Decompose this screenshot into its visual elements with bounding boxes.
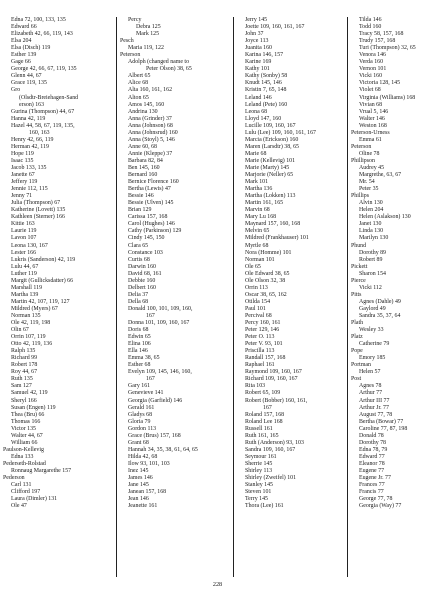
index-entry: Dorothy 78 — [359, 439, 386, 446]
index-entry: David 68, 161 — [128, 270, 162, 277]
index-entry: Inez 145 — [128, 468, 149, 474]
index-surname-heading: Pederseth-Rolstad — [3, 460, 46, 467]
index-entry: Alton 65 — [128, 94, 149, 101]
index-entry: Sherrie 145 — [245, 460, 273, 467]
index-entry: Vicki 112 — [359, 284, 382, 291]
index-entry: Arthur III 77 — [359, 397, 390, 404]
index-entry: Annie (Kleppe) 37 — [128, 150, 173, 157]
index-entry: Richard 99 — [11, 355, 38, 362]
index-entry: Mary Lu 168 — [245, 214, 277, 221]
index-entry: Norman 101 — [245, 256, 275, 263]
index-surname-heading: Pitts — [351, 291, 362, 298]
index-entry: Adolph (changed name to — [128, 59, 190, 66]
index-entry: Randall 157, 168 — [245, 355, 286, 362]
index-entry: Eugene 77 — [359, 468, 385, 474]
index-entry: Emma 61 — [359, 136, 382, 143]
index-entry: Verda 160 — [359, 59, 384, 66]
index-entry: Herman 42, 119 — [11, 143, 49, 150]
index-column-2 — [120, 17, 198, 510]
index-entry: Maria 119, 122 — [128, 45, 164, 52]
index-entry: Sheryl 166 — [11, 397, 37, 404]
index-entry: Robert 89 — [359, 256, 383, 263]
index-entry: Grace (Brus) 157, 168 — [128, 432, 181, 439]
index-entry: Leland (Pete) 160 — [245, 101, 288, 108]
index-entry: Oscar 38, 65, 162 — [245, 291, 287, 298]
index-entry: Kittie 163 — [11, 221, 35, 228]
index-entry: Samuel 42, 119 — [11, 390, 48, 397]
index-entry: James 146 — [128, 475, 153, 482]
index-entry: Martin 161, 165 — [245, 200, 284, 207]
index-entry: Andrina 130 — [128, 108, 158, 115]
index-entry: Esther 68 — [128, 362, 151, 369]
index-entry: Barbara 82, 84 — [128, 157, 163, 164]
index-surname-heading: Pierce — [351, 277, 366, 284]
index-entry: George 77, 78 — [359, 496, 393, 503]
index-entry: Gro — [11, 87, 21, 94]
index-entry: Jeanette 161 — [128, 503, 158, 510]
index-entry: Paul 101 — [245, 305, 266, 312]
index-entry: Eleanor 78 — [359, 460, 385, 467]
index-entry: Sam 127 — [11, 383, 32, 390]
index-entry: Delbert 160 — [128, 284, 156, 291]
index-entry: Nora (Homme) 101 — [245, 249, 292, 256]
column-divider — [116, 17, 117, 577]
index-entry: Hilda 42, 68 — [128, 453, 158, 460]
index-entry: Dorothy 89 — [359, 249, 386, 256]
index-entry: Tilda 146 — [359, 17, 382, 23]
index-entry: Gerald 161 — [128, 404, 155, 411]
page-number: 228 — [212, 581, 223, 588]
index-entry: Weston 168 — [359, 122, 387, 129]
index-entry: Vrual 5, 146 — [359, 108, 389, 115]
index-entry: Alvin 130 — [359, 200, 383, 207]
index-entry: Peter 35 — [359, 186, 379, 193]
index-entry: Gurina (Thompson) 44, 67 — [11, 108, 75, 115]
index-entry: Maren (Larsdtr) 38, 65 — [245, 143, 299, 150]
index-entry: Robert 65, 109 — [245, 390, 281, 397]
index-entry: Marvin 68 — [245, 207, 270, 214]
index-entry: Maynard 157, 160, 168 — [245, 221, 301, 228]
index-entry: Evelyn 109, 145, 146, 160, — [128, 369, 192, 376]
index-entry: 167 — [263, 404, 272, 411]
index-entry: Julia (Thompson) 67 — [11, 200, 61, 207]
index-entry: Clifford 197 — [11, 489, 41, 496]
index-surname-heading: Portman — [351, 362, 371, 369]
index-entry: Leland 146 — [245, 94, 272, 101]
index-entry: Hannah 34, 35, 38, 61, 64, 65 — [128, 446, 198, 453]
index-entry: Ole 47 — [11, 503, 27, 510]
index-entry: Donna 101, 109, 160, 167 — [128, 320, 190, 327]
index-entry: Luther 119 — [11, 270, 37, 277]
index-entry: Esther 139 — [11, 52, 37, 59]
index-entry: Della 68 — [128, 298, 149, 305]
index-entry: Glenn 44, 67 — [11, 73, 42, 80]
index-entry: Percy 160, 161 — [245, 320, 281, 327]
column-divider — [347, 17, 348, 577]
index-entry: Trudy 157, 168 — [359, 38, 396, 45]
index-entry: Virginia (Williams) 168 — [359, 94, 416, 101]
index-entry: Janean 157, 168 — [128, 489, 167, 496]
index-entry: Genevieve 141 — [128, 390, 164, 397]
index-entry: Myrtle 68 — [245, 242, 269, 249]
index-entry: Kathy 101 — [245, 66, 270, 73]
index-entry: Wesley 33 — [359, 327, 384, 334]
index-entry: Sandra 35, 37, 64 — [359, 312, 401, 319]
index-entry: Debra 125 — [136, 24, 161, 31]
index-entry: Laurie 119 — [11, 228, 37, 235]
index-entry: Martha 136 — [245, 186, 273, 193]
index-entry: Todd 160 — [359, 24, 382, 31]
index-entry: Anna (Johnsrud) 160 — [128, 129, 178, 136]
index-entry: Gary 161 — [128, 383, 151, 390]
index-surname-heading: Peterson — [351, 143, 372, 150]
index-entry: Mildred (Myers) 67 — [11, 305, 58, 312]
index-surname-heading: Peterson — [120, 52, 141, 59]
index-entry: Emory 185 — [359, 355, 386, 362]
index-entry: Gloria 79 — [128, 418, 151, 425]
index-entry: Ralph 135 — [11, 348, 36, 355]
index-surname-heading: Pickett — [351, 263, 368, 270]
index-entry: Darwin 160 — [128, 263, 156, 270]
column-divider — [233, 17, 234, 577]
index-entry: Norman 135 — [11, 312, 41, 319]
index-entry: Otilda 154 — [245, 298, 271, 305]
index-entry: Peter 129, 146 — [245, 327, 280, 334]
index-entry: Marcia (Erickson) 160 — [245, 136, 299, 143]
index-entry: Marie (Marty) 145 — [245, 164, 290, 171]
index-entry: Marie 68 — [245, 150, 267, 157]
index-entry: Peter V. 93, 101 — [245, 341, 283, 348]
index-entry: Frances 77 — [359, 482, 385, 489]
index-entry: Laura (Dimler) 131 — [11, 496, 58, 503]
index-entry: Ella 146 — [128, 348, 148, 355]
index-entry: Karina 146, 157 — [245, 52, 284, 59]
index-entry: Terry 145 — [245, 496, 268, 503]
index-entry: Marshall 119 — [11, 284, 43, 291]
index-entry: Rita 103 — [245, 383, 266, 390]
index-entry: Helen (Aslakson) 130 — [359, 214, 411, 221]
index-entry: Jacob 133, 135 — [11, 164, 47, 171]
index-entry: Ruth 135 — [11, 376, 33, 383]
index-entry: Debbie 160 — [128, 277, 156, 284]
index-entry: Melvin 65 — [245, 228, 270, 235]
index-entry: Roy 44, 67 — [11, 369, 38, 376]
index-entry: Carol (Hughes) 146 — [128, 221, 175, 228]
index-entry: Sandra 109, 160, 167 — [245, 446, 296, 453]
index-entry: Percy — [128, 17, 142, 23]
index-entry: Clara 65 — [128, 242, 149, 249]
index-entry: Turi (Thompson) 32, 65 — [359, 45, 416, 52]
index-entry: Lulu 44, 67 — [11, 263, 39, 270]
index-entry: Delia 37 — [128, 291, 149, 298]
index-entry: Joette 109, 160, 161, 167 — [245, 24, 305, 31]
index-entry: Ben 145, 160 — [128, 164, 160, 171]
index-entry: Grace 119, 135 — [11, 80, 47, 87]
index-entry: Katherine (Lovett) 135 — [11, 207, 66, 214]
index-entry: Walter 44, 67 — [11, 432, 43, 439]
index-entry: Ruth (Anderson) 93, 103 — [245, 439, 304, 446]
index-entry: Lloyd 147, 160 — [245, 115, 282, 122]
index-entry: Georgia (Way) 77 — [359, 503, 402, 510]
index-entry: Kathleen (Sterner) 166 — [11, 214, 65, 221]
index-entry: John 37 — [245, 31, 264, 38]
index-surname-heading: Phund — [351, 242, 367, 249]
index-entry: Gladys 68 — [128, 411, 153, 418]
index-surname-heading: Platz — [351, 334, 363, 341]
index-entry: Elina 106 — [128, 341, 151, 348]
index-entry: Constance 103 — [128, 249, 163, 256]
index-entry: Martha (Lokken) 113 — [245, 193, 296, 200]
index-entry: Mark 125 — [136, 31, 160, 38]
index-entry: Marie (Kellevig) 101 — [245, 157, 296, 164]
index-entry: Henry 42, 66, 119 — [11, 136, 54, 143]
index-entry: Bessie 146 — [128, 193, 154, 200]
index-entry: Knudt 145, 146 — [245, 80, 282, 87]
index-entry: Carissa 157, 168 — [128, 214, 168, 221]
index-entry: Thea (Bru) 66 — [11, 411, 45, 418]
index-entry: Mr. 54 — [359, 179, 375, 186]
index-entry: Arthur 77 — [359, 390, 383, 397]
index-entry: Eugene Jr. 77 — [359, 475, 391, 482]
index-entry: Vicki 160 — [359, 73, 383, 80]
index-entry: Cathy (Parkinson) 129 — [128, 228, 182, 235]
index-entry: Edward 66 — [11, 24, 37, 31]
index-entry: Stanley 145 — [245, 482, 273, 489]
index-entry: 167 — [146, 376, 155, 383]
index-entry: Marilyn 130 — [359, 235, 389, 242]
index-entry: Otto 42, 119, 136 — [11, 341, 53, 348]
index-entry: Edna 133 — [11, 453, 34, 460]
index-entry: Jane 145 — [128, 482, 149, 489]
index-entry: Mark 101 — [245, 179, 269, 186]
index-entry: Orrin 107, 119 — [11, 334, 46, 341]
index-entry: Ilow 93, 101, 103 — [128, 460, 170, 467]
index-entry: Gaylord 49 — [359, 305, 386, 312]
index-entry: Peter Olson) 38, 65 — [146, 66, 192, 73]
index-entry: Martha 139 — [11, 291, 39, 298]
index-entry: Jeffery 119 — [11, 179, 38, 186]
index-entry: Elsa (Disch) 119 — [11, 45, 51, 52]
index-entry: Russell 161 — [245, 425, 273, 432]
index-entry: Anne 60, 68 — [128, 143, 157, 150]
index-surname-heading: Pederson — [3, 475, 25, 482]
index-entry: Ruth 161, 165 — [245, 432, 279, 439]
index-entry: Leona 130, 167 — [11, 242, 48, 249]
index-surname-heading: Phillips — [351, 193, 370, 200]
index-entry: Violet 68 — [359, 87, 381, 94]
index-entry: Edna 72, 100, 133, 135 — [11, 17, 66, 23]
index-entry: 160, 163 — [29, 129, 50, 136]
index-entry: Alice 68 — [128, 80, 149, 87]
index-entry: Albert 65 — [128, 73, 151, 80]
index-entry: Karine 169 — [245, 59, 272, 66]
index-surname-heading: Pesch — [120, 38, 134, 45]
index-entry: Margit (Gullicksdatter) 66 — [11, 277, 74, 284]
index-entry: Bessie (Ulven) 145 — [128, 200, 174, 207]
index-entry: Ole 42, 119, 198 — [11, 320, 51, 327]
index-entry: Anna (Johnson) 68 — [128, 122, 173, 129]
index-entry: Vernon 101 — [359, 66, 387, 73]
index-entry: Lester 166 — [11, 249, 37, 256]
index-entry: August 77, 78 — [359, 411, 393, 418]
index-entry: Margrethe, 63, 67 — [359, 172, 402, 179]
index-entry: Robert (Bobber) 160, 161, — [245, 397, 308, 404]
index-surname-heading: Post — [351, 376, 362, 383]
index-entry: Agnes 78 — [359, 383, 382, 390]
index-entry: Venora 146 — [359, 52, 386, 59]
index-entry: 167 — [146, 312, 155, 319]
index-entry: Francis 77 — [359, 489, 384, 496]
index-entry: Amos 145, 160 — [128, 101, 165, 108]
index-entry: Marjorie (Neller) 65 — [245, 172, 294, 179]
index-entry: Gordon 113 — [128, 425, 157, 432]
index-entry: Carl 131 — [11, 482, 32, 489]
index-entry: Audrey 45 — [359, 164, 385, 171]
index-entry: Mildred (Frankhauser) 101 — [245, 235, 309, 242]
index-entry: Ole Edward 38, 65 — [245, 270, 290, 277]
index-entry: Victoria 128, 145 — [359, 80, 401, 87]
index-column-1 — [3, 17, 78, 510]
index-entry: Tracy 58, 157, 168 — [359, 31, 404, 38]
index-entry: Curtis 68 — [128, 256, 150, 263]
index-entry: Agnes (Dahle) 49 — [359, 298, 401, 305]
index-entry: Ole 65 — [245, 263, 261, 270]
index-entry: Bernard 160 — [128, 172, 158, 179]
index-entry: Donald 78 — [359, 432, 384, 439]
index-entry: Raymond 109, 160, 167 — [245, 369, 302, 376]
index-entry: Ole Olson 32, 38 — [245, 277, 286, 284]
index-entry: Elizabeth 42, 66, 119, 143 — [11, 31, 73, 38]
index-entry: Thora (Lee) 161 — [245, 503, 284, 510]
index-entry: Walter 146 — [359, 115, 385, 122]
index-entry: Arthur Jr. 77 — [359, 404, 389, 411]
index-entry: Hazel 44, 58, 67, 119, 135, — [11, 122, 75, 129]
index-entry: Steven 101 — [245, 489, 272, 496]
index-entry: Peter O. 113 — [245, 334, 275, 341]
index-entry: Helen 57 — [359, 369, 381, 376]
index-entry: William 66 — [11, 439, 38, 446]
index-entry: Anna (Stoyl) 5, 146 — [128, 136, 175, 143]
index-entry: Hanna 42, 119 — [11, 115, 46, 122]
index-entry: Linda 130 — [359, 228, 384, 235]
index-entry: Grant 68 — [128, 439, 149, 446]
index-entry: Janet 130 — [359, 221, 382, 228]
index-column-3 — [237, 17, 316, 510]
index-entry: Lulu (Lee) 109, 160, 161, 167 — [245, 129, 317, 136]
index-entry: Janette 67 — [11, 172, 35, 179]
index-entry: Edward 77 — [359, 453, 385, 460]
index-entry: Lavon 107 — [11, 235, 37, 242]
index-surname-heading: Pope — [351, 348, 363, 355]
index-entry: Vivian 68 — [359, 101, 383, 108]
index-entry: Doris 68 — [128, 327, 149, 334]
index-entry: Jennie 112, 115 — [11, 186, 48, 193]
index-entry: Alta 160, 161, 162 — [128, 87, 173, 94]
index-column-4 — [351, 17, 416, 510]
index-entry: Percival 68 — [245, 312, 272, 319]
index-entry: Emma 38, 65 — [128, 355, 160, 362]
index-entry: Joyce 113 — [245, 38, 269, 45]
index-entry: Raphael 161 — [245, 362, 275, 369]
index-entry: Robert 178 — [11, 362, 38, 369]
index-entry: Bertha (Lewis) 47 — [128, 186, 171, 193]
index-entry: Jenny 71 — [11, 193, 33, 200]
index-entry: Shirley 113 — [245, 468, 273, 474]
index-entry: Gage 66 — [11, 59, 31, 66]
index-entry: Catherine 79 — [359, 341, 390, 348]
index-entry: Roland Lee 168 — [245, 418, 283, 425]
index-entry: Thomas 166 — [11, 418, 41, 425]
index-entry: Juanita 160 — [245, 45, 272, 52]
index-entry: Lucille 109, 160, 167 — [245, 122, 296, 129]
index-entry: Shirley (Zweifel) 101 — [245, 475, 297, 482]
index-entry: Edna 78, 79 — [359, 446, 388, 453]
index-entry: Leona 68 — [245, 108, 268, 115]
index-entry: Martin 42, 107, 119, 127 — [11, 298, 70, 305]
index-entry: Donald 100, 101, 109, 160, — [128, 305, 193, 312]
index-entry: Jerry 145 — [245, 17, 268, 23]
index-entry: Brian 129 — [128, 207, 152, 214]
index-entry: Cindy 145, 150 — [128, 235, 165, 242]
index-entry: erson) 163 — [19, 101, 45, 108]
index-surname-heading: Paulson-Kellevig — [3, 446, 44, 453]
index-entry: Anna (Grinder) 37 — [128, 115, 172, 122]
index-entry: Elsa 204 — [11, 38, 32, 45]
index-entry: Georgia (Garfield) 146 — [128, 397, 183, 404]
index-entry: Hope 119 — [11, 150, 34, 157]
index-entry: Victor 135 — [11, 425, 37, 432]
index-surname-heading: Plath — [351, 320, 364, 327]
index-entry: George 42, 66, 67, 119, 135 — [11, 66, 77, 73]
index-entry: Isaac 135 — [11, 157, 34, 164]
index-entry: Bertha (Bowar) 77 — [359, 418, 404, 425]
index-entry: Roland 157, 168 — [245, 411, 285, 418]
index-entry: Susan (Engen) 119 — [11, 404, 56, 411]
index-surname-heading: Peterson-Urness — [351, 129, 390, 136]
index-entry: (Olsdtr-Breiehagen-Sand — [19, 94, 79, 101]
index-entry: Priscilla 113 — [245, 348, 275, 355]
index-entry: Helen 204 — [359, 207, 384, 214]
index-entry: Bernice Florence 160 — [128, 179, 179, 186]
index-entry: Kathy (Sonby) 58 — [245, 73, 288, 80]
index-entry: Lukris (Sanderson) 42, 119 — [11, 256, 76, 263]
index-entry: Olin 67 — [11, 327, 29, 334]
index-surname-heading: Phillipson — [351, 157, 375, 164]
index-entry: Jean 146 — [128, 496, 149, 503]
index-entry: Edwin 65 — [128, 334, 151, 341]
index-entry: Caroline 77, 87, 198 — [359, 425, 408, 432]
index-entry: Sharon 154 — [359, 270, 386, 277]
index-entry: Seymour 161 — [245, 453, 277, 460]
index-entry: Orrin 113 — [245, 284, 268, 291]
index-entry: Richard 109, 160, 167 — [245, 376, 298, 383]
index-entry: Oline 78 — [359, 150, 380, 157]
index-entry: Kristin 7, 65, 148 — [245, 87, 287, 94]
index-entry: Ronnaug Margarethe 157 — [11, 468, 72, 474]
